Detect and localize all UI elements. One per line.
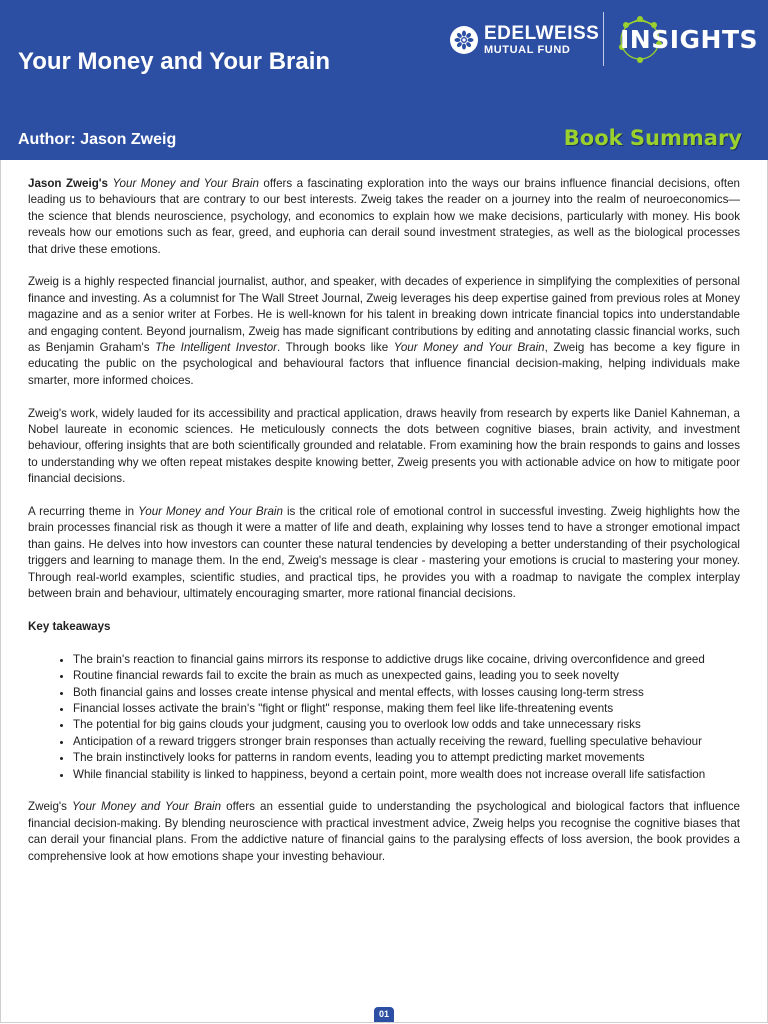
list-item: • Financial losses activate the brain's "fight or flight" response, making them feel like life-threatening events [73,701,740,717]
theme-text-1: A recurring theme in [28,505,139,519]
bio-text-1: Zweig is a highly respected financial journalist, author, and speaker, with decades of experience in simplifying the complexities of personal finance and investing. As a columnist for The Wall Street Journal, Zweig leverages his deep expertise gained from previous roles at Money magazine and as a senior writer at Forbes. He is well-known for his talent in breaking down intricate financial topics into understandable and engaging content. Beyond journalism, Zweig has made significant contributions by editing and annotating classic financial works, such as Benjamin Graham's [28,275,740,355]
intro-author-name: Jason Zweig's [28,177,109,190]
author-line: Author: Jason Zweig [18,131,177,148]
header-banner [0,0,768,160]
bio-italic-2: Your Money and Your Brain [393,341,545,355]
list-item: • The potential for big gains clouds your judgment, causing you to overlook low odds and take unnecessary risks [73,717,740,733]
conclusion-italic: Your Money and Your Brain [72,800,222,814]
list-item: • While financial stability is linked to happiness, beyond a certain point, more wealth does not increase overall life satisfaction [73,767,740,783]
list-item: • Routine financial rewards fail to excite the brain as much as unexpected gains, leading you to seek novelty [73,668,740,684]
theme-text-2: is the critical role of emotional control in successful investing. Zweig highlights how the brain processes financial risk as though it were a matter of life and death, explaining why losses tend to have a stronger emotional impact than gains. He delves into how investors can counter these natural tendencies by developing a better understanding of their psychological triggers and learning to manage them. In the end, Zweig's message is clear - mastering your emotions is crucial to mastering your money. Through real-world examples, scientific studies, and practical tips, he provides you with a roadmap to navigate the complex interplay between brain and behaviour, ultimately encouraging smarter, more rational financial decisions. [28,505,740,601]
conclusion-text-2: offers an essential guide to understanding the psychological and biological factors that influence financial decision-making. By blending neuroscience with practical investment advice, Zweig helps you recognise the cognitive biases that can derail your financial plans. From the addictive nature of financial gains to the paralysing effects of loss aversion, the book provides a comprehensive look at how emotions shape your investing behaviour. [28,800,740,863]
intro-book-title: Your Money and Your Brain [112,177,259,190]
list-item: • The brain's reaction to financial gains mirrors its response to addictive drugs like cocaine, driving overconfidence and greed [73,652,740,668]
page-number: 01 [374,1007,394,1022]
summary-body [28,176,740,881]
intro-paragraph [28,176,740,258]
conclusion-paragraph [28,799,740,865]
logo-divider [603,12,604,66]
author-bio-paragraph [28,274,740,389]
key-takeaways-list [28,652,740,783]
bio-italic-1: The Intelligent Investor [155,341,278,355]
book-summary-tag: Book Summary [563,126,742,150]
list-item: • The brain instinctively looks for patterns in random events, leading you to attempt predicting market movements [73,750,740,766]
page-title: Your Money and Your Brain [18,48,331,75]
logo-name: EDELWEISS [484,23,600,44]
insights-logo [618,14,763,66]
theme-paragraph [28,504,740,602]
conclusion-text-1: Zweig's [28,800,73,814]
key-takeaways-heading: Key takeaways [28,619,111,633]
logo-subtitle: MUTUAL FUND [484,44,571,56]
edelweiss-logo [450,22,599,58]
list-item: • Anticipation of a reward triggers stronger brain responses than actually receiving the reward, fuelling speculative behaviour [73,734,740,750]
theme-italic: Your Money and Your Brain [138,505,283,519]
research-paragraph: Zweig's work, widely lauded for its accessibility and practical application, draws heavily from research by experts like Daniel Kahneman, a Nobel laureate in economic sciences. He meticulously connects the dots between cognitive biases, brain activity, and investment behaviour, offering insights that are both scientifically grounded and relatable. From examining how the brain responds to gains and losses to understanding why we often repeat mistakes despite knowing better, Zweig presents you with actionable advice on how to mitigate poor financial decisions. [28,406,740,486]
bio-text-2: . Through books like [277,341,394,355]
list-item: • Both financial gains and losses create intense physical and mental effects, with losses causing long-term stress [73,685,740,701]
bio-text-3: , Zweig has become a key figure in educating the public on the psychological and behavioural factors that influence financial decision-making, helping individuals make smarter, more informed choices. [28,341,740,387]
insights-wordmark: INSIGHTS [620,25,759,54]
edelweiss-flower-icon [450,26,478,54]
intro-text: offers a fascinating exploration into the ways our brains influence financial decisions, often leading us to behaviours that are contrary to our best interests. Zweig takes the reader on a journey into the realm of neuroeconomics— the science that blends neuroscience, psychology, and economics to explain how we make decisions, particularly with money. His book reveals how our emotions such as fear, greed, and euphoria can derail sound investment strategies, as well as the biological processes that drive these emotions. [28,177,740,256]
